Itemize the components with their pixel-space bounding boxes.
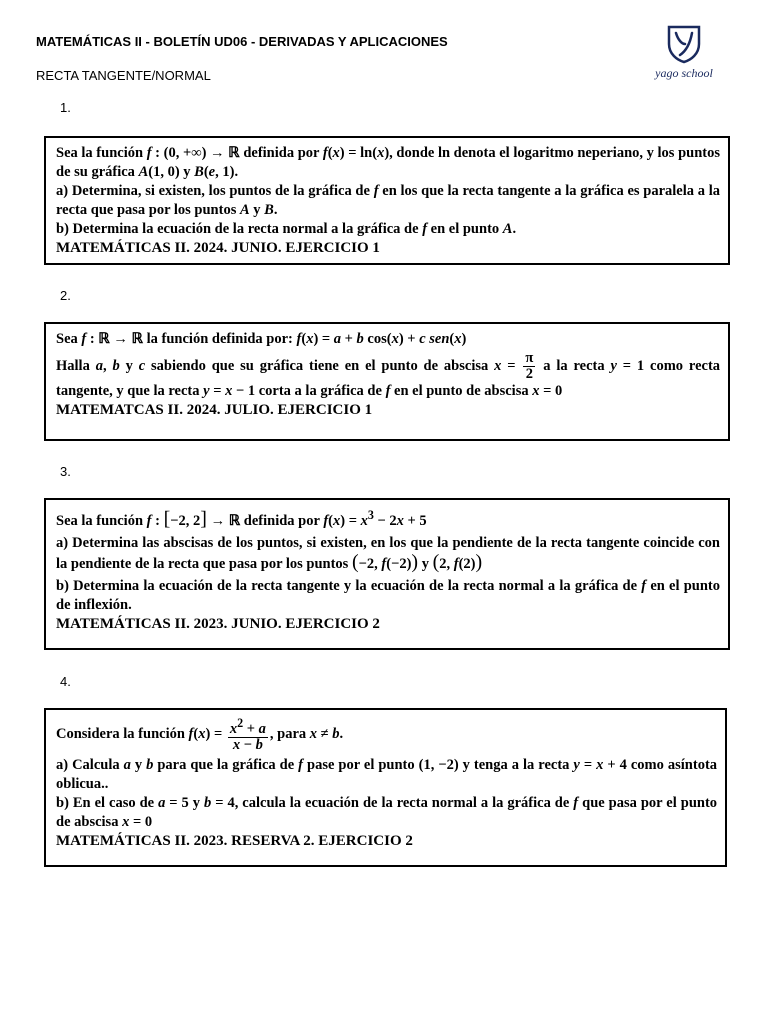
- exercise-source: MATEMÁTICAS II. 2023. RESERVA 2. EJERCICIO 2: [56, 832, 413, 849]
- exercise-text: Sea la función f : [−2, 2] → ℝ definida por $f(x) = x^3 - 2x + 5$: [56, 507, 427, 530]
- exercise-source: MATEMÁTICAS II. 2023. JUNIO. EJERCICIO 2: [56, 615, 380, 632]
- exercise-part-a: a) Determina las abscisas de los puntos, si existen, en los que la pendiente de la recta tangente coincide con la pendiente de la recta que pasa por los puntos (−2, f(−2)) y (2, f(2)): [56, 534, 720, 573]
- exercise-number: 1.: [60, 100, 71, 115]
- exercise-text: Sea la función f : (0, +∞) → ℝ definida por f(x) = ln(x), donde ln denota el logaritmo neperiano, y los puntos de su gráfica A(1, 0) y B(e, 1).: [56, 145, 721, 180]
- exercise-part-b: b) Determina la ecuación de la recta tangente y la ecuación de la recta normal a la gráfica de f en el punto de inflexión.: [56, 577, 721, 613]
- exercise-number: 3.: [60, 464, 71, 479]
- exercise-part-a: a) Calcula a y b para que la gráfica de f pase por el punto (1, −2) y tenga a la recta y = x + 4 como asíntota oblicua..: [56, 756, 718, 792]
- exercise-number: 2.: [60, 288, 71, 303]
- exercise-part-b: b) En el caso de a = 5 y b = 4, calcula la ecuación de la recta normal a la gráfica de f que pasa por el punto de abscisa x = 0: [56, 794, 718, 830]
- exercise-statement: Halla a, b y c sabiendo que su gráfica tiene en el punto de abscisa x = $\frac{\pi}{2}$ a la recta y = 1 como recta tangente, y que la recta y = x − 1 corta a la gráfica de f en el punto de abscisa x = 0: [56, 350, 721, 399]
- exercise-number: 4.: [60, 674, 71, 689]
- exercise-source: MATEMATCAS II. 2024. JULIO. EJERCICIO 1: [56, 402, 373, 418]
- logo-wordmark: yago school: [655, 66, 713, 80]
- shield-logo-icon: [666, 24, 702, 64]
- exercise-part-b: b) Determina la ecuación de la recta normal a la gráfica de f en el punto A.: [56, 221, 517, 237]
- document-subtitle: RECTA TANGENTE/NORMAL: [36, 68, 211, 83]
- exercise-text: Sea f : ℝ → ℝ la función definida por: f(x) = a + b cos(x) + c sen(x): [56, 331, 467, 347]
- exercise-box-1: [44, 136, 730, 265]
- school-logo: [638, 24, 730, 86]
- exercise-box-3: [44, 498, 730, 650]
- exercise-box-4: [44, 708, 727, 867]
- exercise-box-2: [44, 322, 730, 441]
- exercise-source: MATEMÁTICAS II. 2024. JUNIO. EJERCICIO 1: [56, 240, 380, 256]
- document-title: MATEMÁTICAS II - BOLETÍN UD06 - DERIVADAS Y APLICACIONES: [36, 34, 448, 49]
- exercise-text: Considera la función f(x) = $\frac{x^2 + a}{x - b}$ , para x ≠ b.: [56, 716, 344, 753]
- exercise-part-a: a) Determina, si existen, los puntos de la gráfica de f en los que la recta tangente a la gráfica es paralela a la recta que pasa por los puntos A y B.: [56, 183, 721, 218]
